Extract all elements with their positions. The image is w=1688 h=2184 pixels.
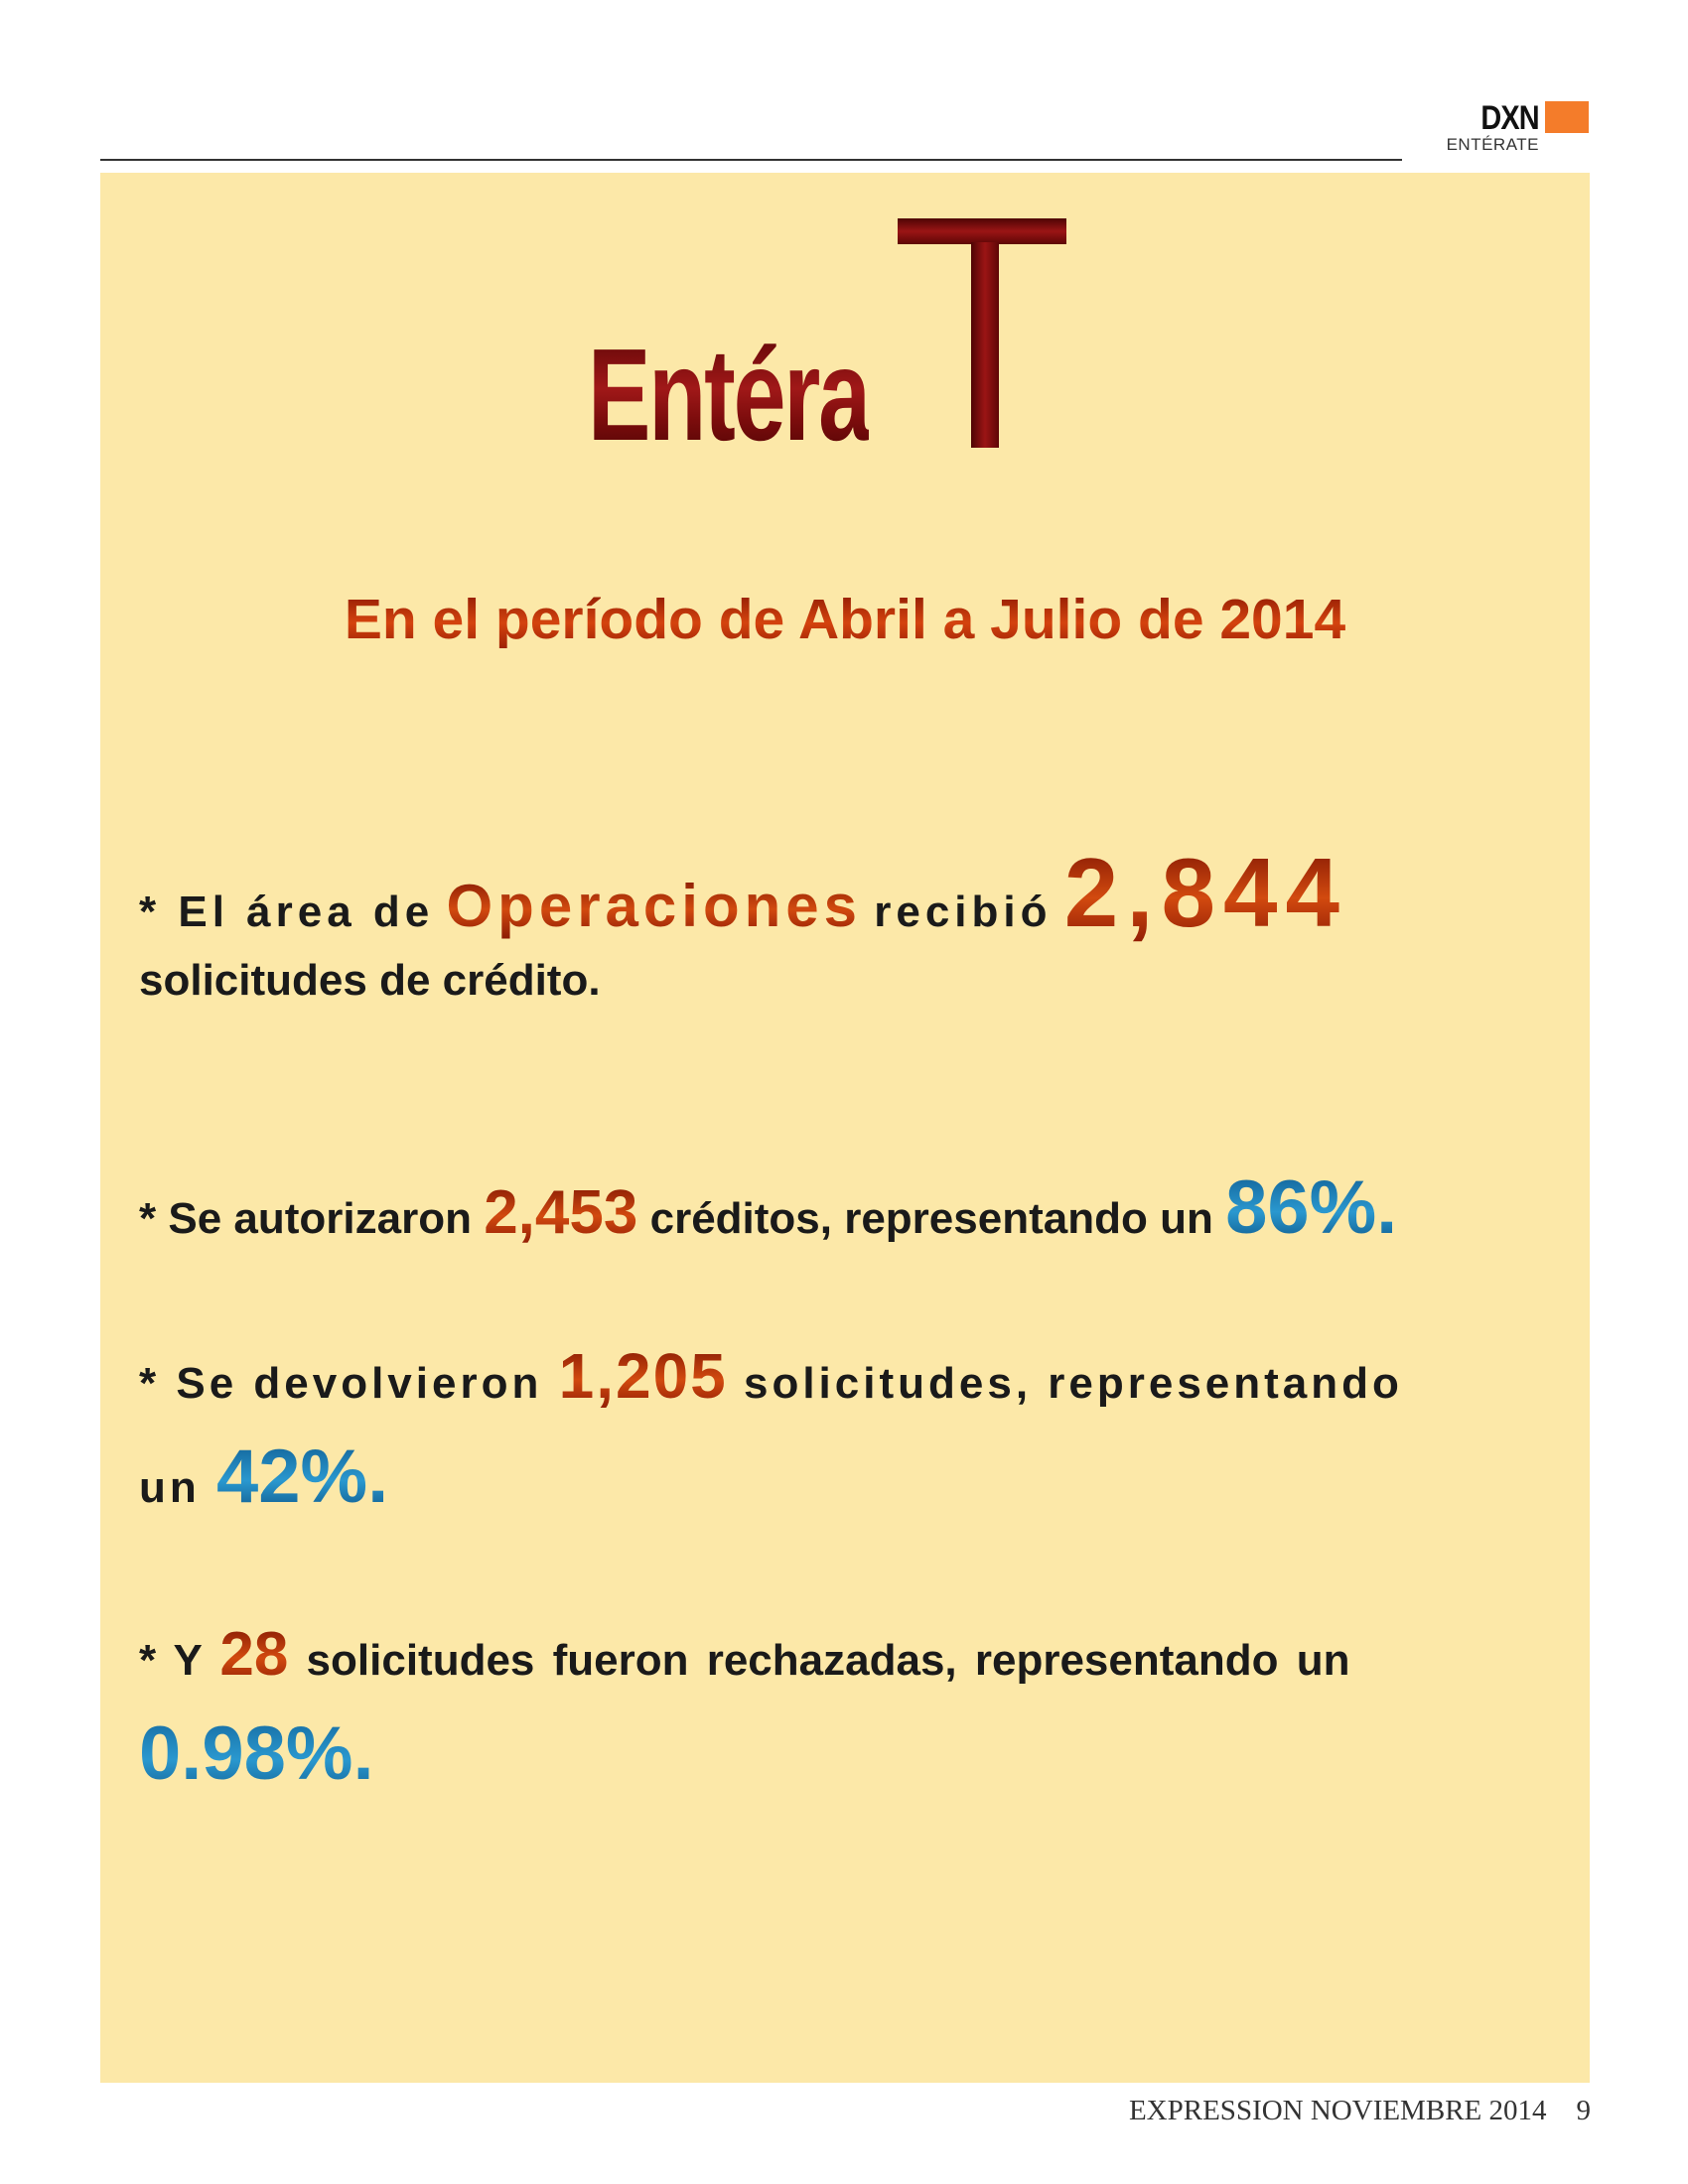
period-subtitle: En el período de Abril a Julio de 2014 [100,592,1590,648]
dxn-logo: DXN [1480,99,1539,137]
p2-number: 2,453 [484,1178,638,1247]
brand-block [1430,95,1589,155]
hero-t-stem [971,242,999,448]
p1-number: 2,844 [1063,838,1347,947]
section-label: ENTÉRATE [1446,135,1539,154]
paragraph-devueltos [139,1330,1539,1532]
p3-middle: solicitudes, representando [743,1359,1403,1408]
p3-number: 1,205 [558,1340,728,1412]
page-footer [1129,2095,1591,2127]
paragraph-rechazados [139,1610,1539,1809]
p2-percent: 86%. [1225,1165,1398,1250]
p4-middle: solicitudes fueron rechazadas, representando un [306,1636,1350,1685]
p1-middle: recibió [874,887,1053,936]
footer-publication: EXPRESSION NOVIEMBRE 2014 [1128,2095,1547,2126]
p3-prefix: * Se devolvieron [139,1359,543,1408]
header-rule [100,159,1402,161]
hero-word: Entéra [588,322,869,468]
p4-number: 28 [219,1620,289,1689]
p4-percent: 0.98%. [139,1700,1539,1809]
paragraph-operaciones [139,838,1539,1013]
p1-prefix: * El área de [139,887,435,936]
p3-percent: 42%. [216,1433,389,1519]
hero-t-crossbar [898,218,1066,244]
hero-title [487,218,1082,468]
brand-accent-square [1545,101,1589,133]
paragraph-autorizados [139,1154,1539,1263]
p1-suffix: solicitudes de crédito. [139,956,601,1005]
p2-middle: créditos, representando un [649,1194,1213,1243]
footer-page-number: 9 [1576,2095,1591,2126]
p1-highlight: Operaciones [446,873,862,939]
p3-line2: un [139,1462,201,1512]
p2-prefix: * Se autorizaron [139,1194,472,1243]
p4-prefix: * Y [139,1636,203,1685]
